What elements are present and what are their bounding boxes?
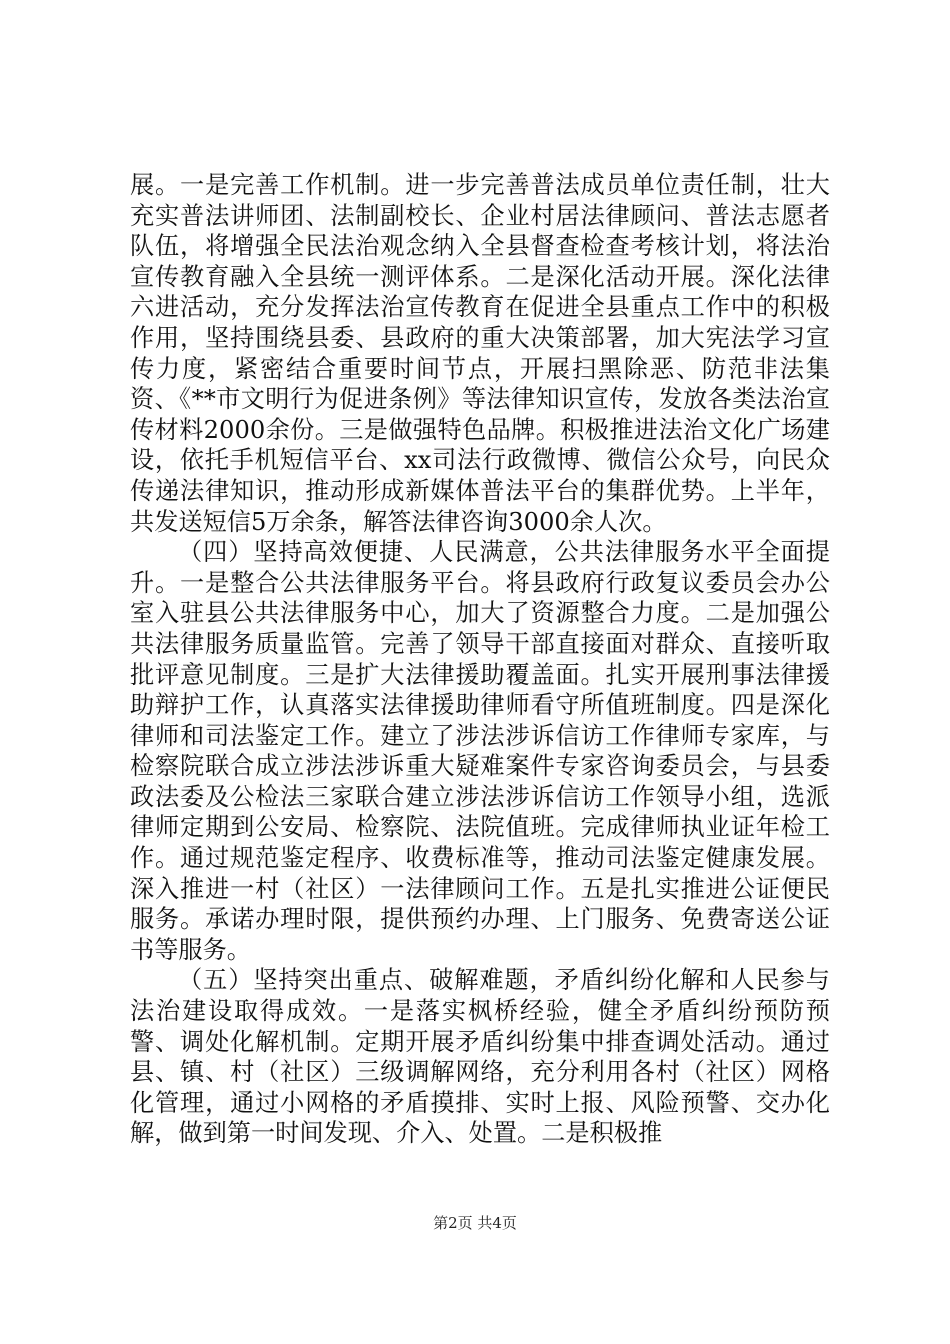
paragraph-1: 展。一是完善工作机制。进一步完善普法成员单位责任制，壮大充实普法讲师团、法制副校长、企业村居法律顾问、普法志愿者队伍，将增强全民法治观念纳入全县督查检查考核计划，将法治宣传教育融入全县统一测评体系。二是深化活动开展。深化法律六进活动，充分发挥法治宣传教育在促进全县重点工作中的积极作用，坚持围绕县委、县政府的重大决策部署，加大宪法学习宣传力度，紧密结合重要时间节点，开展扫黑除恶、防范非法集资、《**市文明行为促进条例》等法律知识宣传，发放各类法治宣传材料2000余份。三是做强特色品牌。积极推进法治文化广场建设，依托手机短信平台、xx司法行政微博、微信公众号，向民众传递法律知识，推动形成新媒体普法平台的集群优势。上半年，共发送短信5万余条，解答法律咨询3000余人次。 — [130, 171, 830, 536]
paragraph-3: （五）坚持突出重点、破解难题，矛盾纠纷化解和人民参与法治建设取得成效。一是落实枫桥经验，健全矛盾纠纷预防预警、调处化解机制。定期开展矛盾纠纷集中排查调处活动。通过县、镇、村（社区）三级调解网络，充分利用各村（社区）网格化管理，通过小网格的矛盾摸排、实时上报、风险预警、交办化解，做到第一时间发现、介入、处置。二是积极推 — [130, 966, 830, 1148]
page-footer: 第2页 共4页 — [433, 1214, 517, 1232]
document-body — [130, 170, 830, 1149]
paragraph-2: （四）坚持高效便捷、人民满意，公共法律服务水平全面提升。一是整合公共法律服务平台。将县政府行政复议委员会办公室入驻县公共法律服务中心，加大了资源整合力度。二是加强公共法律服务质量监管。完善了领导干部直接面对群众、直接听取批评意见制度。三是扩大法律援助覆盖面。扎实开展刑事法律援助辩护工作，认真落实法律援助律师看守所值班制度。四是深化律师和司法鉴定工作。建立了涉法涉诉信访工作律师专家库，与检察院联合成立涉法涉诉重大疑难案件专家咨询委员会，与县委政法委及公检法三家联合建立涉法涉诉信访工作领导小组，选派律师定期到公安局、检察院、法院值班。完成律师执业证年检工作。通过规范鉴定程序、收费标准等，推动司法鉴定健康发展。深入推进一村（社区）一法律顾问工作。五是扎实推进公证便民服务。承诺办理时限，提供预约办理、上门服务、免费寄送公证书等服务。 — [130, 538, 830, 964]
